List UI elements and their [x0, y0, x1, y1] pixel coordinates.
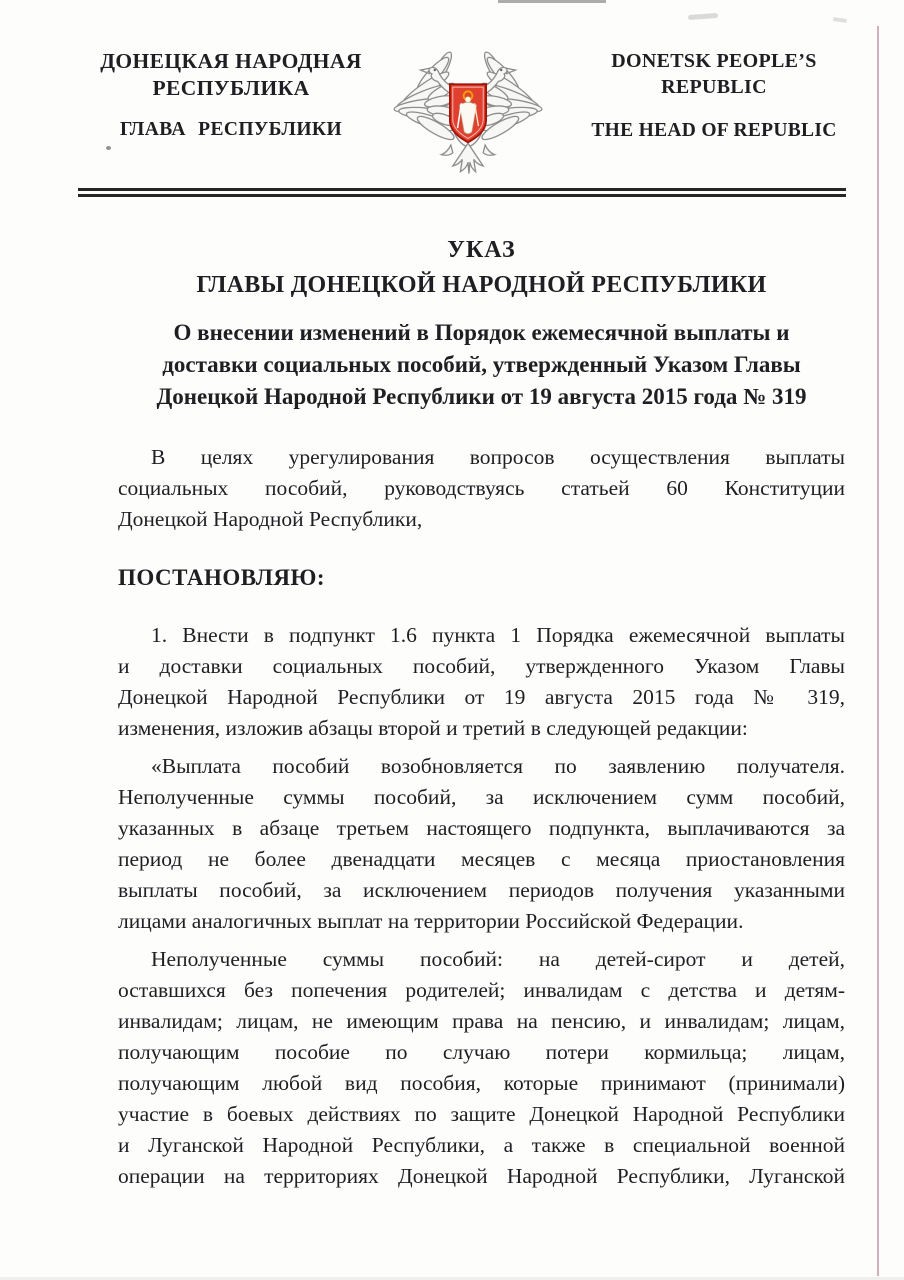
decree-issuer-title: ГЛАВЫ ДОНЕЦКОЙ НАРОДНОЙ РЕСПУБЛИКИ: [196, 272, 767, 298]
text-line: В целях урегулирования вопросов осуществления выплаты: [151, 445, 845, 469]
letterhead-divider: [78, 188, 846, 197]
scan-artifact-edge-line: [877, 26, 879, 1276]
org-ru-name-line2: РЕСПУБЛИКА: [152, 76, 310, 100]
letterhead-org-en: [586, 48, 842, 142]
scan-artifact-speck: [106, 146, 111, 150]
text-line: операции на территориях Донецкой Народной Республики, Луганской: [118, 1164, 845, 1188]
text-line: Донецкой Народной Республики от 19 августа 2015 года № 319,: [118, 685, 845, 709]
subject-line: доставки социальных пособий, утвержденный Указом Главы: [162, 352, 801, 377]
text-line: и Луганской Народной Республики, а также в специальной военной: [118, 1133, 845, 1157]
text-line: участие в боевых действиях по защите Донецкой Народной Республики: [118, 1102, 845, 1126]
text-line: оставшихся без попечения родителей; инвалидам с детства и детям-: [118, 978, 845, 1002]
text-line: получающим любой вид пособия, которые принимают (принимали): [118, 1071, 845, 1095]
org-en-subtitle: THE HEAD OF REPUBLIC: [591, 120, 837, 141]
text-line: 1. Внести в подпункт 1.6 пункта 1 Порядка ежемесячной выплаты: [151, 623, 845, 647]
subject-line: О внесении изменений в Порядок ежемесячной выплаты и: [173, 320, 790, 345]
decree-document: [118, 235, 845, 1192]
paragraph-1: [118, 620, 845, 744]
org-en-name-line2: REPUBLIC: [661, 76, 767, 98]
text-line: лицами аналогичных выплат на территории Российской Федерации.: [118, 909, 744, 933]
text-line: Донецкой Народной Республики,: [118, 507, 423, 531]
scan-artifact-speck: [833, 17, 847, 23]
org-ru-name-line1: ДОНЕЦКАЯ НАРОДНАЯ: [100, 49, 362, 73]
scan-artifact-smudge: [498, 0, 606, 3]
text-line: и доставки социальных пособий, утвержденного Указом Главы: [118, 654, 845, 678]
coat-of-arms-icon: [392, 40, 544, 178]
paragraph-2: [118, 751, 845, 937]
letterhead-org-ru: [86, 48, 376, 141]
preamble-paragraph: [118, 442, 845, 535]
resolve-heading: ПОСТАНОВЛЯЮ:: [118, 565, 326, 590]
org-ru-subtitle: ГЛАВА РЕСПУБЛИКИ: [119, 119, 343, 140]
org-en-name-line1: DONETSK PEOPLE’S: [611, 50, 817, 72]
text-line: социальных пособий, руководствуясь статьей 60 Конституции: [118, 476, 845, 500]
scan-artifact-speck: [688, 13, 718, 20]
text-line: период не более двенадцати месяцев с месяца приостановления: [118, 847, 845, 871]
subject-line: Донецкой Народной Республики от 19 августа 2015 года № 319: [156, 384, 807, 409]
text-line: Неполученные суммы пособий: на детей-сирот и детей,: [151, 947, 845, 971]
text-line: инвалидам; лицам, не имеющим права на пенсию, и инвалидам; лицам,: [118, 1009, 845, 1033]
decree-subject: [118, 317, 845, 413]
paragraph-3: [118, 944, 845, 1192]
text-line: изменения, изложив абзацы второй и третий в следующей редакции:: [118, 716, 748, 740]
decree-type-title: УКАЗ: [447, 237, 516, 263]
text-line: выплаты пособий, за исключением периодов получения указанными: [118, 878, 845, 902]
text-line: «Выплата пособий возобновляется по заявлению получателя.: [151, 754, 845, 778]
text-line: Неполученные суммы пособий, за исключением сумм пособий,: [118, 785, 845, 809]
text-line: указанных в абзаце третьем настоящего подпункта, выплачиваются за: [118, 816, 845, 840]
text-line: получающим пособие по случаю потери кормильца; лицам,: [118, 1040, 845, 1064]
